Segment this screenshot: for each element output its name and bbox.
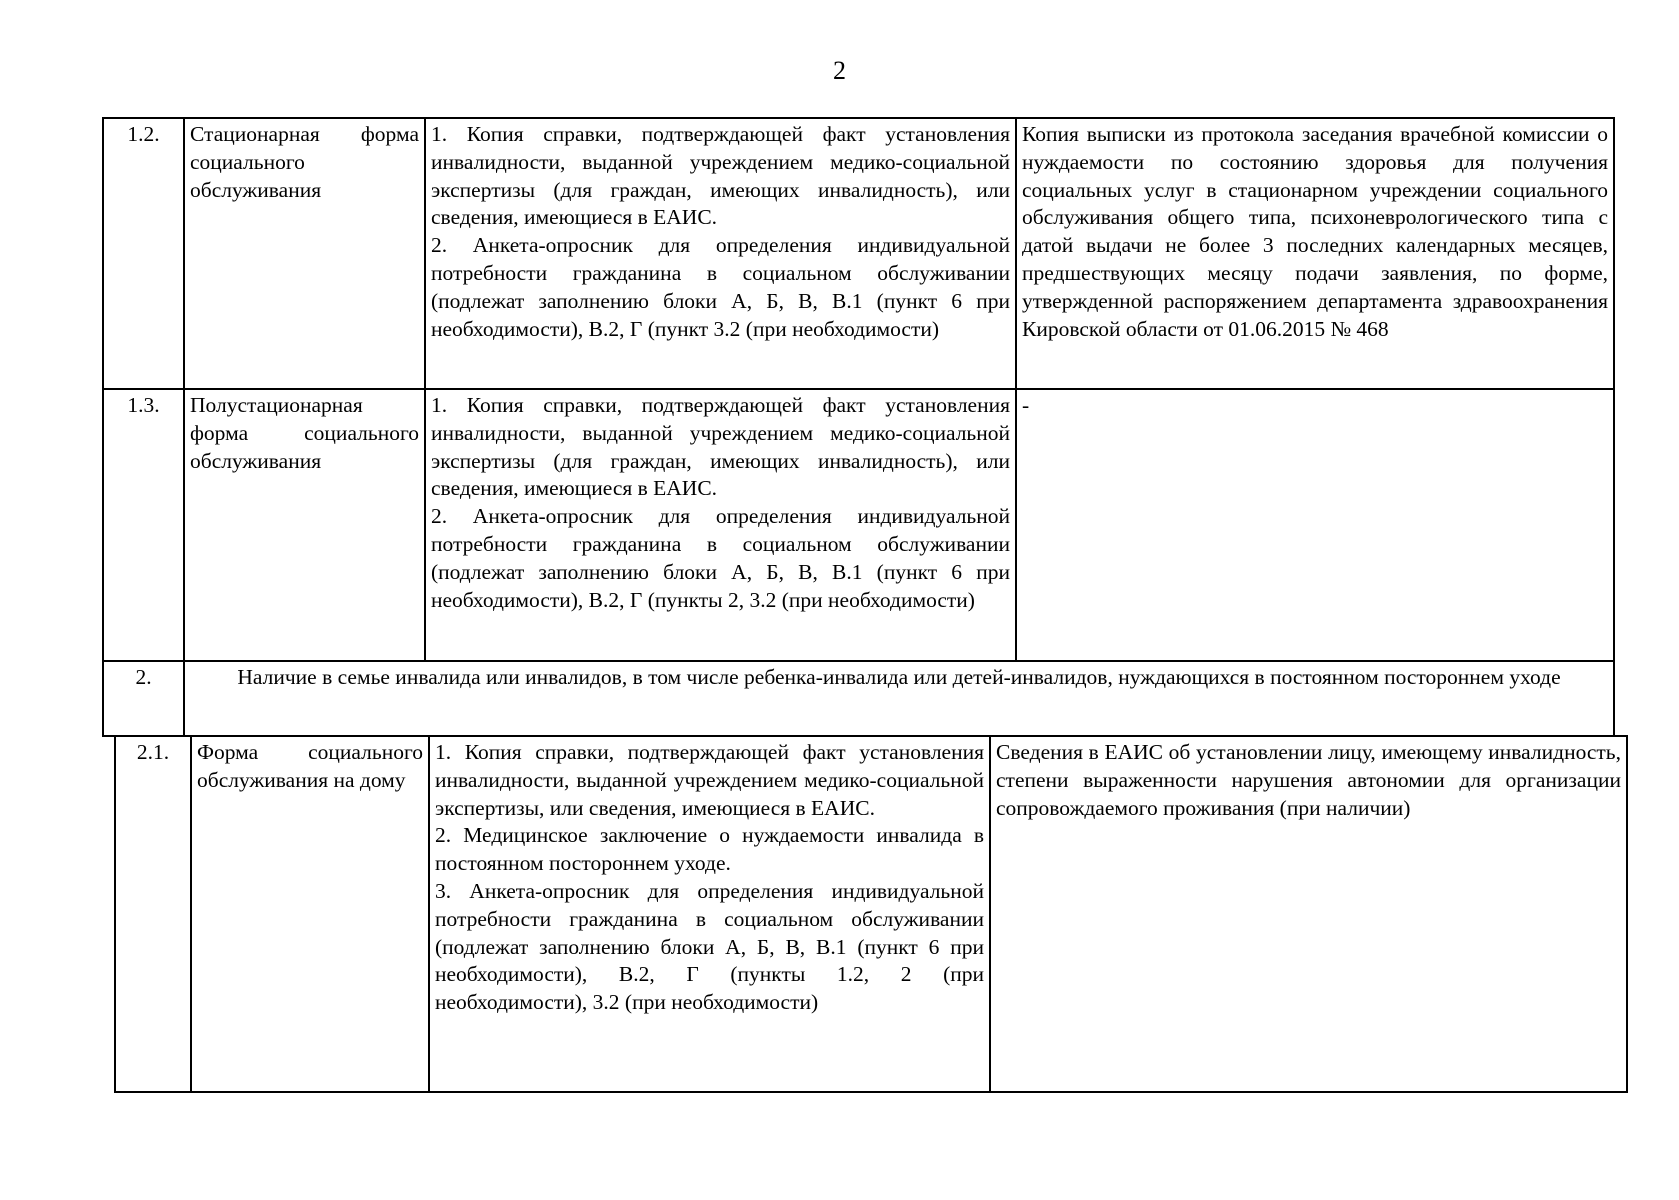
document-item: 3. Анкета-опросник для определения индивидуальной потребности гражданина в социальном обслуживании (подлежат заполнению блоки А, Б, В, В.1 (пункт 6 при необходимости), В.2, Г (пункты 1.2, 2 (при необходимости), 3.2 (при необходимости) [435, 878, 984, 1015]
row-number: 1.3. [103, 389, 184, 661]
service-form-cell: Форма социального обслуживания на дому [191, 736, 429, 1092]
required-documents-cell [425, 389, 1016, 661]
additional-documents-cell: Сведения в ЕАИС об установлении лицу, имеющему инвалидность, степени выраженности нарушения автономии для организации сопровождаемого проживания (при наличии) [990, 736, 1627, 1092]
additional-documents-cell: Копия выписки из протокола заседания врачебной комиссии о нуждаемости по состоянию здоровья для получения социальных услуг в стационарном учреждении социального обслуживания общего типа, психоневрологического типа с датой выдачи не более 3 последних календарных месяцев, предшествующих месяцу подачи заявления, по форме, утвержденной распоряжением департамента здравоохранения Кировской области от 01.06.2015 № 468 [1016, 118, 1614, 389]
requirements-table-lower [114, 735, 1628, 1093]
table-row [103, 118, 1614, 389]
table-row [103, 661, 1614, 736]
document-item: 1. Копия справки, подтверждающей факт установления инвалидности, выданной учреждением медико-социальной экспертизы (для граждан, имеющих инвалидность), или сведения, имеющиеся в ЕАИС. [431, 393, 1010, 501]
document-item: 2. Медицинское заключение о нуждаемости инвалида в постоянном постороннем уходе. [435, 823, 984, 876]
document-item: 2. Анкета-опросник для определения индивидуальной потребности гражданина в социальном обслуживании (подлежат заполнению блоки А, Б, В, В.1 (пункт 6 при необходимости), В.2, Г (пункт 3.2 (при необходимости) [431, 233, 1010, 341]
requirements-table-upper [102, 117, 1615, 737]
document-item: 2. Анкета-опросник для определения индивидуальной потребности гражданина в социальном обслуживании (подлежат заполнению блоки А, Б, В, В.1 (пункт 6 при необходимости), В.2, Г (пункты 2, 3.2 (при необходимости) [431, 504, 1010, 612]
section-heading: Наличие в семье инвалида или инвалидов, в том числе ребенка-инвалида или детей-инвалидов, нуждающихся в постоянном постороннем уходе [184, 661, 1614, 736]
document-item: 1. Копия справки, подтверждающей факт установления инвалидности, выданной учреждением медико-социальной экспертизы, или сведения, имеющиеся в ЕАИС. [435, 740, 984, 820]
service-form-cell: Полустационарная форма социального обслуживания [184, 389, 425, 661]
additional-documents-cell: - [1016, 389, 1614, 661]
required-documents-cell [429, 736, 990, 1092]
required-documents-cell [425, 118, 1016, 389]
document-item: 1. Копия справки, подтверждающей факт установления инвалидности, выданной учреждением медико-социальной экспертизы (для граждан, имеющих инвалидность), или сведения, имеющиеся в ЕАИС. [431, 122, 1010, 230]
row-number: 2.1. [115, 736, 191, 1092]
service-form-cell: Стационарная форма социального обслуживания [184, 118, 425, 389]
row-number: 2. [103, 661, 184, 736]
row-number: 1.2. [103, 118, 184, 389]
page-number: 2 [833, 56, 846, 85]
table-row [115, 736, 1627, 1092]
table-row [103, 389, 1614, 661]
